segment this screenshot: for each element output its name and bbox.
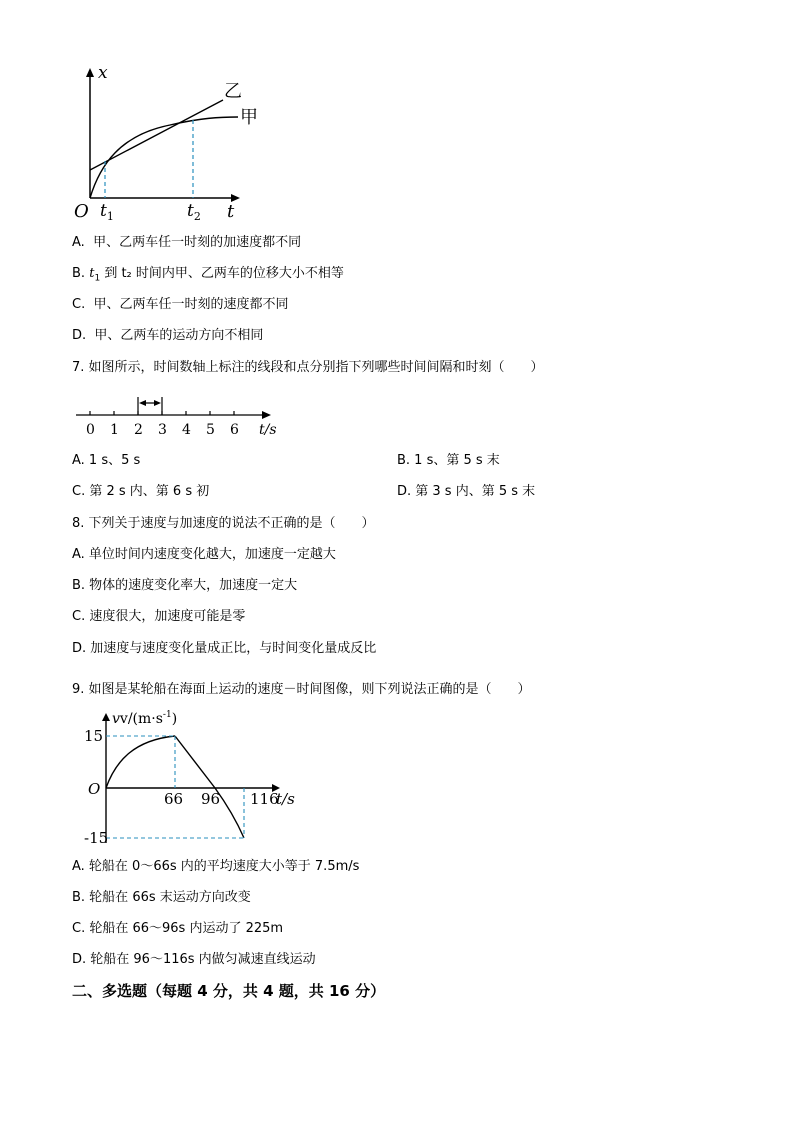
time-axis-unit: t/s [259, 422, 277, 438]
x-axis-label: x [98, 63, 108, 83]
q7-option-c: C. 第 2 s 内、第 6 s 初 [72, 484, 210, 499]
origin-label: O [74, 201, 89, 222]
t-axis-label: t/s [276, 790, 295, 808]
q7-stem: 7. 如图所示，时间数轴上标注的线段和点分别指下列哪些时间间隔和时刻（ ） [72, 360, 544, 375]
q6-option-c: C. 甲、乙两车任一时刻的速度都不同 [72, 297, 289, 312]
vt-graph [80, 705, 300, 850]
y-tick-15: 15 [84, 727, 104, 745]
v-axis-arrow [102, 713, 110, 721]
t1-label: $t_1$ [100, 201, 114, 223]
tick-label-1: 1 [110, 422, 119, 438]
q7-option-a: A. 1 s、5 s [72, 453, 141, 468]
xt-graph [60, 60, 270, 225]
tick-label-2: 2 [134, 422, 143, 438]
q6-option-b: B. $t_1$ 到 t₂ 时间内甲、乙两车的位移大小不相等 [72, 266, 344, 284]
v-axis-label: $vv/(m\cdot s^{-1})$ [112, 710, 178, 727]
x-tick-96: 96 [201, 790, 221, 808]
q9-option-c: C. 轮船在 66～96s 内运动了 225m [72, 921, 284, 936]
curve-jia [90, 117, 238, 198]
x-tick-66: 66 [164, 790, 184, 808]
q7-option-b: B. 1 s、第 5 s 末 [397, 453, 500, 468]
time-axis-figure [70, 392, 285, 442]
t2-label: $t_2$ [187, 201, 201, 223]
q8-option-b: B. 物体的速度变化率大，加速度一定大 [72, 578, 298, 593]
q6-option-d: D. 甲、乙两车的运动方向不相同 [72, 328, 264, 343]
q8-stem: 8. 下列关于速度与加速度的说法不正确的是（ ） [72, 516, 375, 531]
line-yi [90, 100, 223, 170]
q9-option-b: B. 轮船在 66s 末运动方向改变 [72, 890, 251, 905]
tick-label-0: 0 [86, 422, 95, 438]
q9-option-d: D. 轮船在 96～116s 内做匀减速直线运动 [72, 952, 316, 967]
time-axis-arrow [262, 411, 271, 419]
velocity-decline-1 [175, 736, 215, 788]
label-jia: 甲 [240, 107, 258, 128]
x-tick-116: 116 [250, 790, 279, 808]
q8-option-c: C. 速度很大，加速度可能是零 [72, 609, 246, 624]
tick-label-3: 3 [158, 422, 167, 438]
q6-option-a: A. 甲、乙两车任一时刻的加速度都不同 [72, 235, 302, 250]
tick-label-5: 5 [206, 422, 215, 438]
q7-option-d: D. 第 3 s 内、第 5 s 末 [397, 484, 536, 499]
segment-arrow-right [154, 400, 161, 406]
tick-label-6: 6 [230, 422, 239, 438]
q9-stem: 9. 如图是某轮船在海面上运动的速度－时间图像，则下列说法正确的是（ ） [72, 682, 531, 697]
tick-label-4: 4 [182, 422, 191, 438]
q9-option-a: A. 轮船在 0～66s 内的平均速度大小等于 7.5m/s [72, 859, 360, 874]
q8-option-d: D. 加速度与速度变化量成正比，与时间变化量成反比 [72, 641, 377, 656]
origin-label: O [88, 780, 101, 798]
t-axis-label: t [227, 201, 235, 222]
x-axis-arrow [86, 68, 94, 77]
q8-option-a: A. 单位时间内速度变化越大，加速度一定越大 [72, 547, 336, 562]
velocity-curve [106, 736, 175, 788]
y-tick-neg15: -15 [84, 829, 109, 847]
section2-title: 二、多选题（每题 4 分，共 4 题，共 16 分） [72, 982, 386, 1000]
segment-arrow-left [139, 400, 146, 406]
label-yi: 乙 [224, 81, 242, 102]
